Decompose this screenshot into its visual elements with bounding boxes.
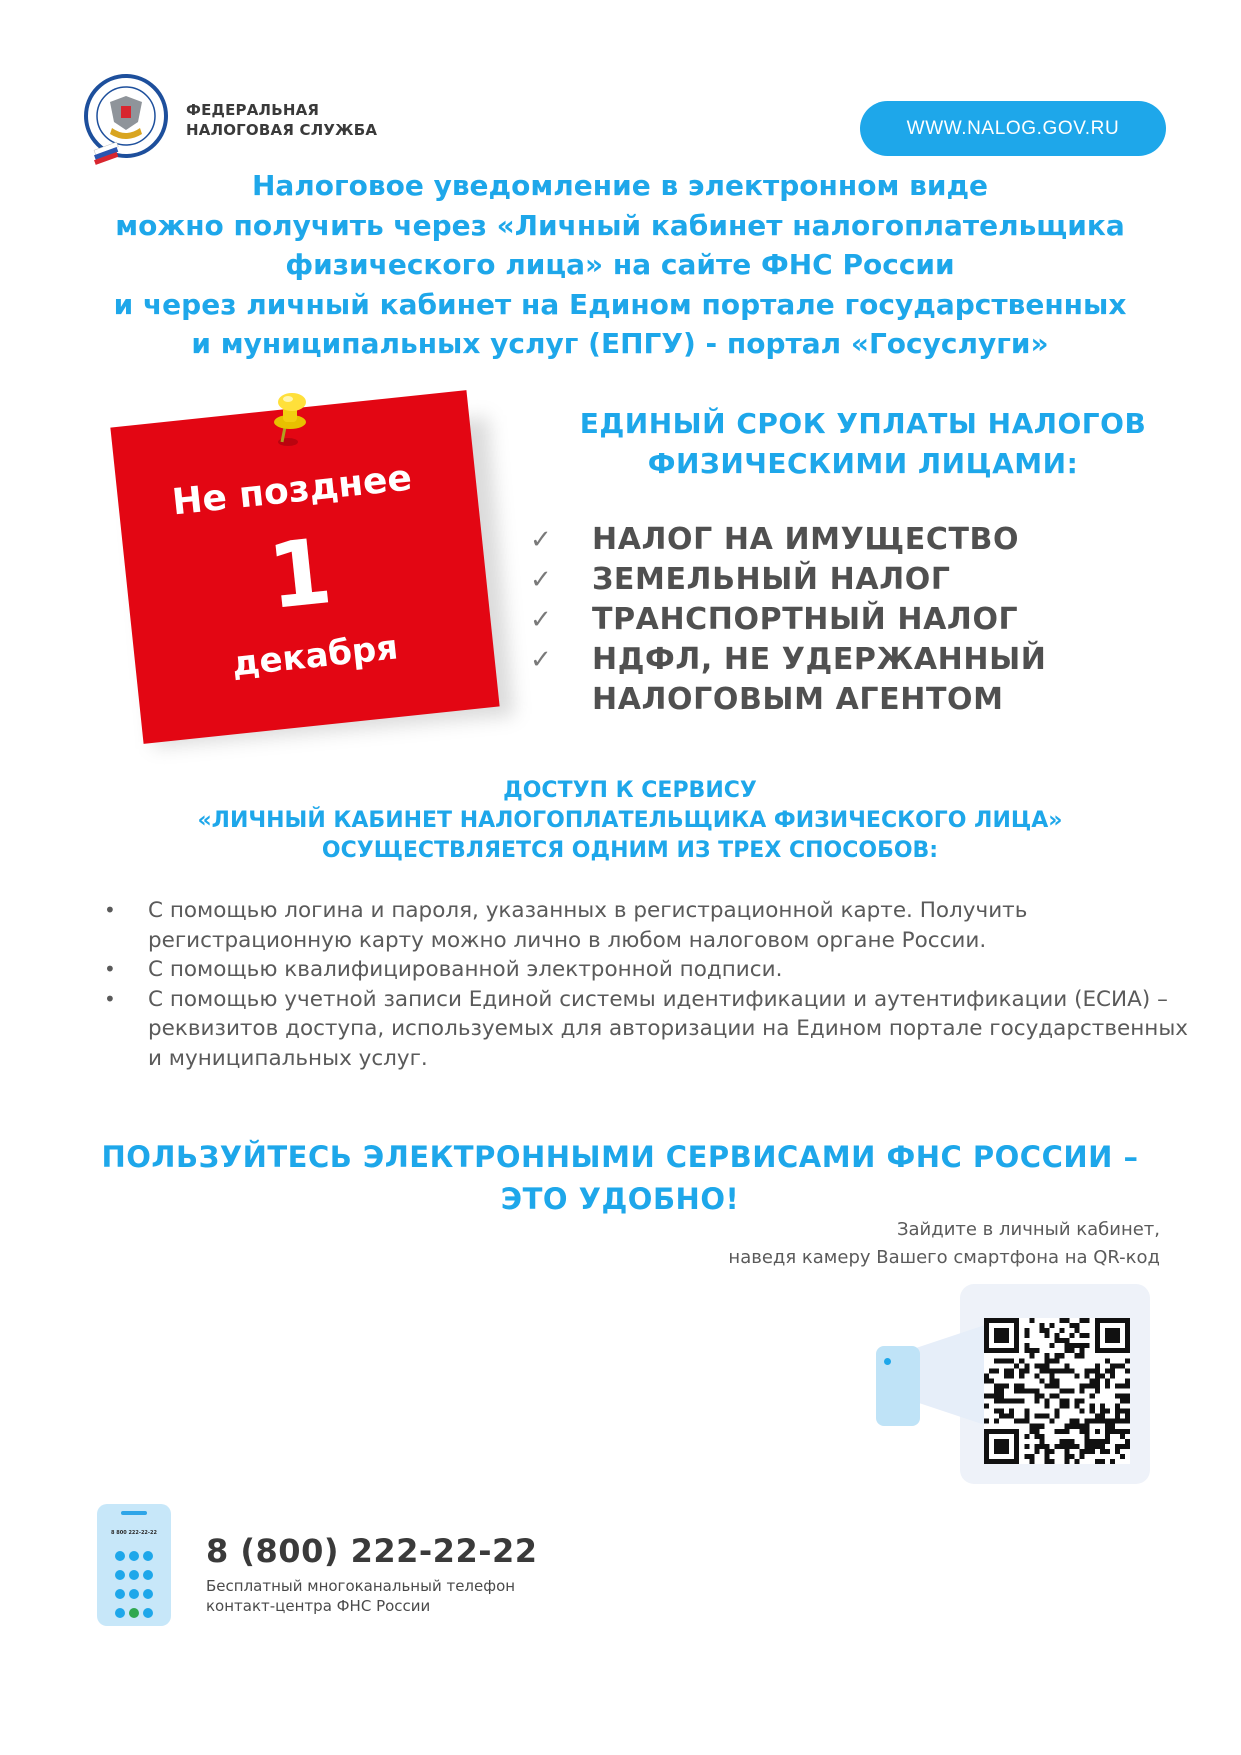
bullet-icon: • [104, 957, 116, 981]
pushpin-icon [262, 392, 318, 452]
list-item [104, 896, 1194, 955]
hotline-desc-line1: Бесплатный многоканальный телефон [206, 1577, 516, 1595]
list-item [528, 560, 1088, 600]
keypad-key [143, 1608, 153, 1618]
keypad-key [115, 1570, 125, 1580]
method-text: С помощью учетной записи Единой системы идентификации и аутентификации (ЕСИА) – реквизитов доступа, используемых для авторизации на Едином портале государственных и муниципальных услуг. [148, 986, 1189, 1071]
access-title [80, 776, 1180, 866]
org-name-line2: НАЛОГОВАЯ СЛУЖБА [186, 121, 378, 139]
access-methods-list [104, 896, 1194, 1073]
keypad-key [115, 1608, 125, 1618]
hotline-desc-line2: контакт-центра ФНС России [206, 1597, 431, 1615]
keypad-key [143, 1551, 153, 1561]
method-text: С помощью логина и пароля, указанных в регистрационной карте. Получить регистрационную карту можно лично в любом налоговом органе России. [148, 898, 1028, 953]
slogan-line2: ЭТО УДОБНО! [500, 1182, 740, 1216]
slogan-line1: ПОЛЬЗУЙТЕСЬ ЭЛЕКТРОННЫМИ СЕРВИСАМИ ФНС РОССИИ – [101, 1140, 1139, 1174]
keypad-key [143, 1570, 153, 1580]
keypad-key [115, 1551, 125, 1561]
site-url-link[interactable]: WWW.NALOG.GOV.RU [860, 101, 1166, 156]
note-line-day: 1 [263, 519, 337, 630]
access-title-line3: ОСУЩЕСТВЛЯЕТСЯ ОДНИМ ИЗ ТРЕХ СПОСОБОВ: [321, 838, 939, 863]
deadline-title-line1: ЕДИНЫЙ СРОК УПЛАТЫ НАЛОГОВ [579, 407, 1147, 440]
tax-item-label: НАЛОГ НА ИМУЩЕСТВО [592, 522, 1020, 557]
note-line-month: декабря [230, 627, 400, 685]
access-title-line1: ДОСТУП К СЕРВИСУ [503, 778, 757, 803]
bullet-icon: • [104, 986, 116, 1011]
checkmark-icon: ✓ [530, 645, 553, 675]
headline-line: Налоговое уведомление в электронном виде [251, 169, 989, 202]
note-line-not-later: Не позднее [170, 457, 414, 524]
access-title-line2: «ЛИЧНЫЙ КАБИНЕТ НАЛОГОПЛАТЕЛЬЩИКА ФИЗИЧЕСКОГО ЛИЦА» [197, 808, 1063, 833]
keypad-key [143, 1589, 153, 1599]
phone-screen-number: 8 800 222-22-22 [111, 1530, 157, 1536]
method-text: С помощью квалифицированной электронной подписи. [148, 957, 783, 982]
headline-line: физического лица» на сайте ФНС России [285, 248, 955, 281]
list-item [528, 520, 1088, 560]
qr-hint-line1: Зайдите в личный кабинет, [896, 1219, 1160, 1240]
fns-emblem-icon [80, 72, 180, 172]
qr-code-icon[interactable] [984, 1318, 1130, 1464]
headline-line: и через личный кабинет на Едином портале государственных [113, 287, 1127, 321]
keypad-key [129, 1608, 139, 1618]
camera-dot [884, 1358, 891, 1365]
phone-speaker [121, 1511, 147, 1515]
tax-item-label: ТРАНСПОРТНЫЙ НАЛОГ [592, 602, 1019, 637]
keypad-key [129, 1551, 139, 1561]
slogan [60, 1136, 1180, 1220]
org-name-line1: ФЕДЕРАЛЬНАЯ [186, 101, 320, 119]
checkmark-icon: ✓ [530, 605, 553, 635]
headline-line: и муниципальных услуг (ЕПГУ) - портал «Госуслуги» [191, 327, 1049, 360]
tax-item-label: ЗЕМЕЛЬНЫЙ НАЛОГ [592, 562, 951, 597]
keypad [113, 1550, 157, 1626]
qr-hint [600, 1216, 1160, 1272]
qr-hint-line2: наведя камеру Вашего смартфона на QR-код [728, 1247, 1160, 1268]
keypad-key [129, 1570, 139, 1580]
hotline-number[interactable]: 8 (800) 222-22-22 [206, 1532, 538, 1570]
deadline-title-line2: ФИЗИЧЕСКИМИ ЛИЦАМИ: [647, 447, 1079, 480]
keypad-key [115, 1589, 125, 1599]
deadline-title [548, 404, 1178, 484]
org-name [186, 100, 377, 140]
smartphone-icon [876, 1346, 920, 1426]
tax-item-label: НДФЛ, НЕ УДЕРЖАННЫЙ НАЛОГОВЫМ АГЕНТОМ [592, 642, 1047, 717]
headline [60, 166, 1180, 364]
headline-line: можно получить через «Личный кабинет налогоплательщика [115, 208, 1125, 242]
checkmark-icon: ✓ [530, 565, 553, 595]
tax-list [528, 520, 1088, 720]
bullet-icon: • [104, 898, 116, 922]
checkmark-icon: ✓ [530, 525, 553, 555]
hotline-description [206, 1576, 515, 1616]
list-item [104, 985, 1194, 1074]
keypad-key [129, 1589, 139, 1599]
list-item [104, 955, 1194, 985]
list-item [528, 600, 1088, 640]
list-item [528, 640, 1088, 720]
